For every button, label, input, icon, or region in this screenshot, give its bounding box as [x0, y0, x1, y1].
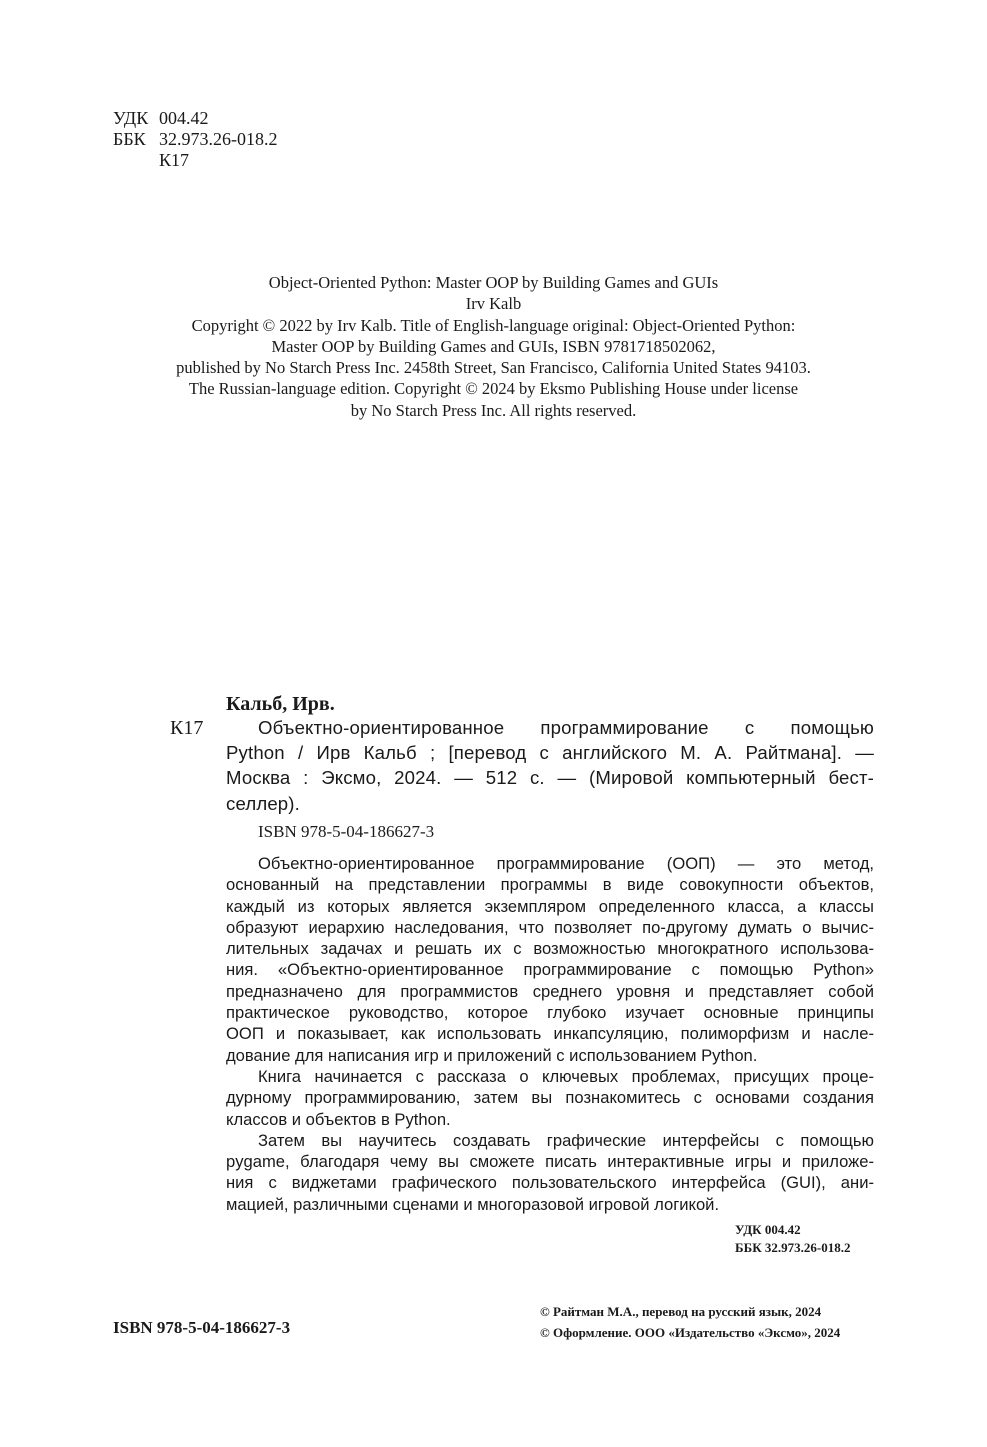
bbk-bottom: ББК 32.973.26-018.2 [735, 1240, 851, 1255]
annotation-line: основанный на представлении программы в виде совокупности объектов, [226, 875, 874, 895]
annotation-paragraph [226, 853, 874, 1066]
annotation [226, 853, 874, 1215]
annotation-line: ния с виджетами графического пользовательского интерфейса (GUI), ани- [226, 1173, 874, 1193]
rights-line: © Райтман М.А., перевод на русский язык, 2024 [540, 1304, 822, 1319]
description-line: Объектно-ориентированное программирование с помощью [258, 717, 874, 738]
author-mark-row [113, 150, 278, 171]
copyright-notice [100, 272, 887, 421]
copyright-line: by No Starch Press Inc. All rights reserved. [350, 400, 637, 420]
copyright-line: Object-Oriented Python: Master OOP by Building Games and GUIs [268, 273, 719, 292]
classification-block-bottom [735, 1221, 850, 1257]
bibliography-isbn: ISBN 978-5-04-186627-3 [258, 822, 435, 841]
bbk-value: 32.973.26-018.2 [159, 129, 278, 149]
annotation-line: Объектно-ориентированное программирование (ООП) — это метод, [258, 854, 874, 873]
bbk-row [113, 129, 278, 150]
annotation-line: Затем вы научитесь создавать графические интерфейсы с помощью [258, 1130, 874, 1150]
copyright-line: Copyright © 2022 by Irv Kalb. Title of English-language original: Object-Oriented Python: [191, 315, 796, 335]
annotation-line: дурному программированию, затем вы познакомитесь с основами создания [226, 1088, 874, 1108]
annotation-line: лительных задачах и решать их с возможностью многократного использова- [226, 939, 874, 959]
annotation-line: дование для написания игр и приложений с использованием Python. [226, 1045, 758, 1065]
copyright-line: Irv Kalb [465, 294, 522, 314]
author-mark-top: К17 [159, 150, 190, 170]
description-line: Москва : Эксмо, 2024. — 512 с. — (Мировой компьютерный бест- [226, 767, 874, 789]
copyright-line: Master OOP by Building Games and GUIs, ISBN 9781718502062, [271, 336, 716, 356]
annotation-line: предназначено для программистов среднего уровня и представляет собой [226, 981, 874, 1001]
rights-notice [540, 1301, 840, 1343]
description-line: Python / Ирв Кальб ; [перевод с английского М. А. Райтмана]. — [226, 742, 874, 764]
bbk-label: ББК [113, 129, 146, 149]
annotation-line: ния. «Объектно-ориентированное программирование с помощью Python» [226, 960, 874, 980]
copyright-line: The Russian-language edition. Copyright © 2024 by Eksmo Publishing House under license [188, 379, 799, 399]
annotation-line: образуют иерархию наследования, что позволяет по-другому думать о вычис- [226, 917, 874, 937]
udk-value: 004.42 [159, 108, 209, 128]
annotation-paragraph [226, 1130, 874, 1215]
classification-block-top [113, 108, 278, 171]
isbn-bottom: ISBN 978-5-04-186627-3 [113, 1318, 291, 1337]
bibliography-description [226, 715, 874, 816]
udk-label: УДК [113, 108, 149, 128]
annotation-line: Книга начинается с рассказа о ключевых проблемах, присущих проце- [258, 1066, 874, 1086]
annotation-line: pygame, благодаря чему вы сможете писать интерактивные игры и приложе- [226, 1152, 874, 1172]
bibliography-author-mark: К17 [170, 717, 204, 739]
copyright-line: published by No Starch Press Inc. 2458th Street, San Francisco, California United States 94103. [176, 358, 811, 378]
annotation-paragraph [226, 1066, 874, 1130]
description-line: селлер). [226, 792, 300, 814]
annotation-line: классов и объектов в Python. [226, 1109, 451, 1129]
rights-line: © Оформление. ООО «Издательство «Эксмо», 2024 [540, 1325, 841, 1340]
udk-row [113, 108, 278, 129]
bibliography-author: Кальб, Ирв. [226, 693, 335, 715]
annotation-line: ООП и показывает, как использовать инкапсуляцию, полиморфизм и насле- [226, 1024, 874, 1044]
annotation-line: каждый из которых является экземпляром определенного класса, а классы [226, 896, 874, 916]
udk-bottom: УДК 004.42 [735, 1222, 801, 1237]
annotation-line: мацией, различными сценами и многоразовой игровой логикой. [226, 1194, 720, 1214]
annotation-line: практическое руководство, которое глубоко изучает основные принципы [226, 1003, 874, 1023]
